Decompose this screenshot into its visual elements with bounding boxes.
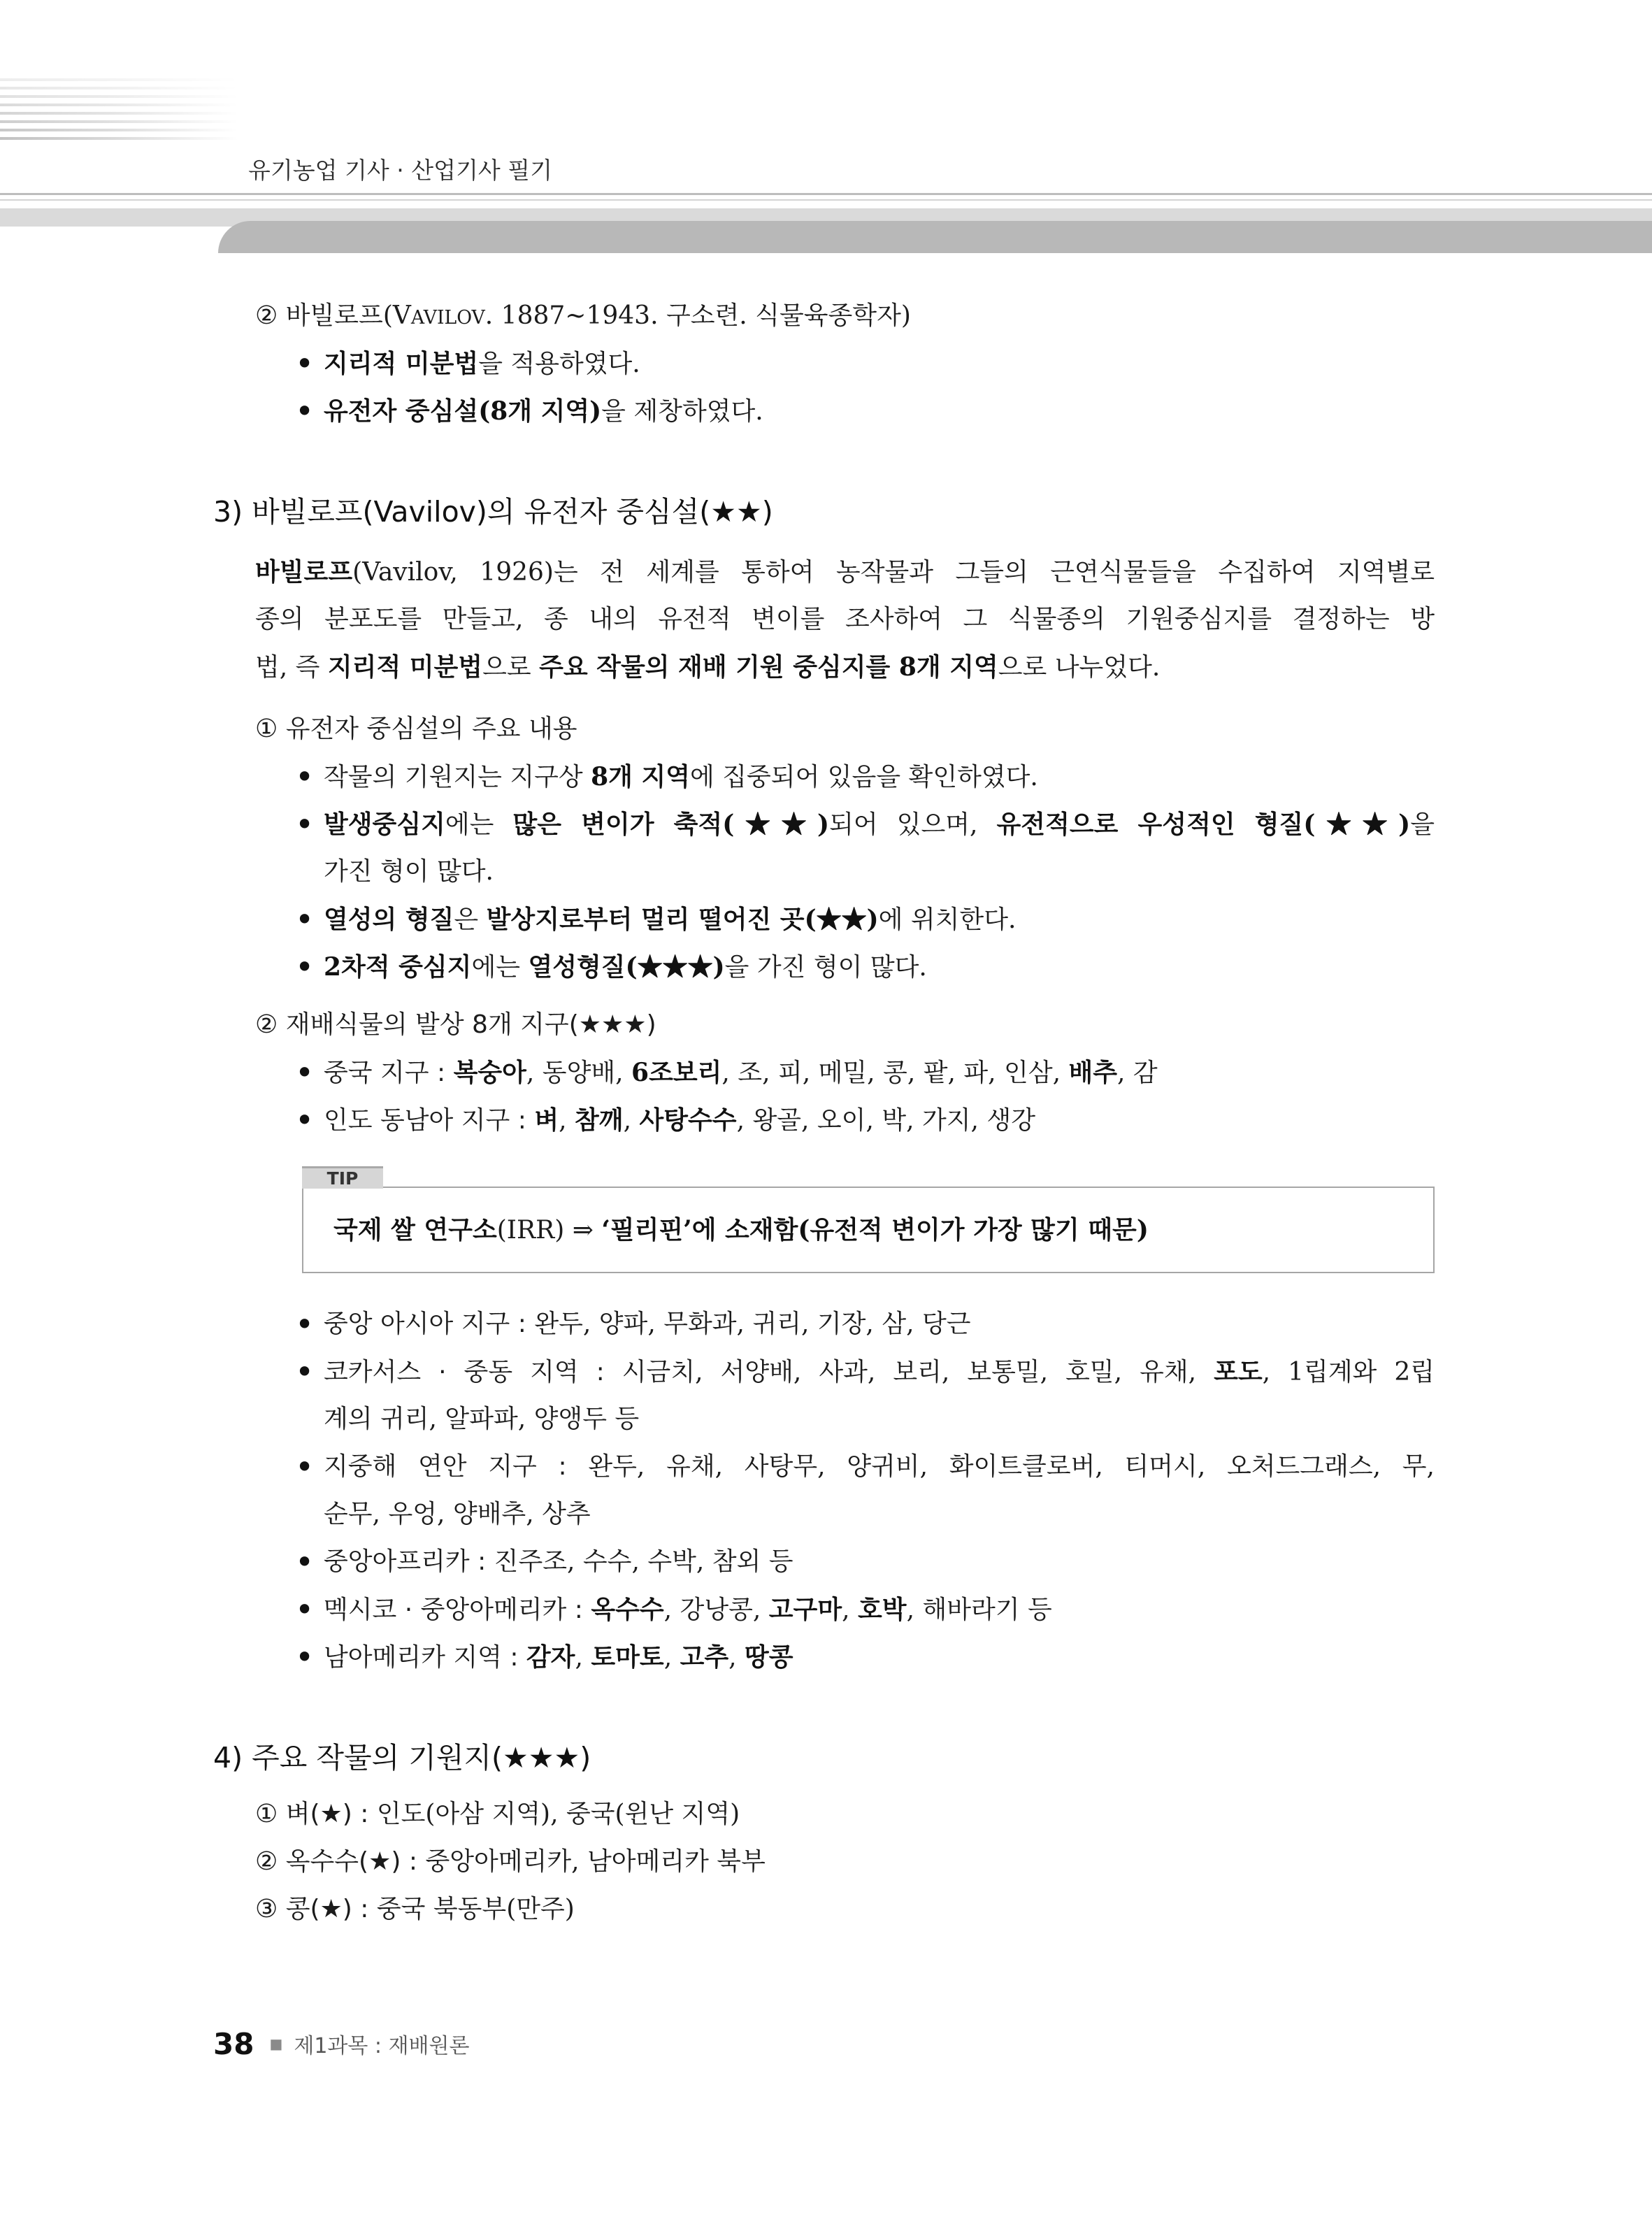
text-line <box>324 753 1435 801</box>
text-run: 법, 즉 <box>255 653 328 682</box>
header-rule-secondary <box>0 199 1652 201</box>
emphasis-text: 지리적 미분법 <box>324 349 479 378</box>
emphasis-text: 열성형질(★★★) <box>528 952 725 982</box>
text-run: 작물의 기원지는 지구상 <box>324 763 591 791</box>
text-run: 에 집중되어 있음을 확인하였다. <box>690 763 1038 791</box>
bullet-item <box>0 801 1652 896</box>
emphasis-text: 감자 <box>526 1642 575 1672</box>
text-run: 중앙아메리카, 남아메리카 북부 <box>425 1847 766 1876</box>
text-run: 순무, 우엉, 양배추, 상추 <box>324 1500 591 1528</box>
bullet-item <box>0 1096 1652 1144</box>
bullet-marker: • <box>295 901 315 938</box>
text-run: , 해바라기 등 <box>906 1596 1052 1624</box>
text-line <box>255 596 1435 643</box>
emphasis-text: 사탕수수 <box>639 1105 737 1135</box>
text-run: 4) 주요 작물의 기원지(★★★) <box>213 1741 591 1775</box>
emphasis-text: 주요 작물의 재배 기원 중심지를 8개 지역 <box>539 652 998 682</box>
text-run: 을 적용하였다. <box>478 350 640 378</box>
text-line <box>324 387 1435 435</box>
text-run: 을 가진 형이 많다. <box>724 953 927 982</box>
emphasis-text: 참깨 <box>575 1105 624 1135</box>
tip-box <box>302 1166 1435 1273</box>
text-run: 을 <box>1410 810 1435 839</box>
bullet-item <box>0 340 1652 387</box>
bullet-marker: • <box>295 948 315 986</box>
numbered-item <box>0 1886 1652 1933</box>
paragraph <box>0 548 1652 691</box>
text-run: 을 제창하였다. <box>601 397 763 426</box>
label-text: 중앙아프리카 : <box>324 1547 494 1576</box>
label-text: 코카서스 · 중동 지역 : <box>324 1358 622 1386</box>
emphasis-text: 바빌로프 <box>255 557 353 587</box>
bullet-marker: • <box>295 805 315 843</box>
text-run: , 왕골, 오이, 박, 가지, 생강 <box>736 1106 1035 1135</box>
label-text: 중앙 아시아 지구 : <box>324 1310 535 1338</box>
text-run: , 감 <box>1117 1059 1158 1087</box>
bullet-marker: • <box>295 758 315 796</box>
emphasis-text: 2차적 중심지 <box>324 952 472 982</box>
label-text: ① 벼(★) : <box>255 1800 377 1828</box>
emphasis-text: 포도 <box>1214 1357 1263 1386</box>
emphasis-text: 고추 <box>680 1642 729 1672</box>
bullet-marker: • <box>295 345 315 382</box>
bullet-marker: • <box>295 1054 315 1091</box>
page-content <box>0 292 1652 1933</box>
text-line <box>324 340 1435 387</box>
text-run: 시금치, 서양배, 사과, 보리, 보통밀, 호밀, 유채, <box>622 1358 1214 1386</box>
text-line <box>255 292 1435 340</box>
text-line <box>255 1886 1435 1933</box>
text-line <box>324 896 1435 943</box>
label-text: ③ 콩(★) : <box>255 1895 377 1923</box>
text-run: 계의 귀리, 알파파, 양앵두 등 <box>324 1405 640 1433</box>
running-header-title: 유기농업 기사 · 산업기사 필기 <box>248 157 552 184</box>
text-run: 종의 분포도를 만들고, 종 내의 유전적 변이를 조사하여 그 식물종의 기원중심지를 결정하는 방 <box>255 605 1435 633</box>
bullet-item <box>0 1348 1652 1443</box>
bullet-marker: • <box>295 1101 315 1139</box>
text-line <box>255 548 1435 596</box>
emphasis-text: 8개 지역 <box>591 762 691 791</box>
emphasis-text: 유전적으로 우성적인 형질(★★) <box>996 810 1411 839</box>
text-run: . 1887~1943. 구소련. 식물육종학자) <box>484 301 911 330</box>
emphasis-text: 고구마 <box>768 1595 842 1624</box>
emphasis-text: 옥수수 <box>591 1595 664 1624</box>
bullet-marker: • <box>295 1591 315 1628</box>
text-run: V <box>392 301 411 330</box>
text-line <box>324 1049 1435 1096</box>
numbered-item <box>0 1791 1652 1838</box>
text-line <box>324 1348 1435 1396</box>
text-run: , 1립계와 2립 <box>1262 1358 1435 1386</box>
bullet-item <box>0 1049 1652 1096</box>
emphasis-text: 호박 <box>858 1595 907 1624</box>
bullet-marker: • <box>295 1305 315 1343</box>
emphasis-text: 국제 쌀 연구소 <box>333 1215 497 1245</box>
text-run: 은 <box>454 905 487 934</box>
text-line <box>324 1300 1435 1348</box>
footer-square-marker: ■ <box>269 2035 283 2052</box>
emphasis-text: 땅콩 <box>745 1642 793 1672</box>
text-run: , 강낭콩, <box>663 1596 769 1624</box>
text-line <box>324 1633 1435 1681</box>
text-run: (IRR) ⇒ <box>496 1216 602 1245</box>
bullet-marker: • <box>295 1353 315 1391</box>
text-run: 3) 바빌로프(Vavilov)의 유전자 중심설(★★) <box>213 495 773 529</box>
bullet-marker: • <box>295 1638 315 1676</box>
text-run: 인도(아삼 지역), 중국(윈난 지역) <box>376 1800 740 1828</box>
bullet-item <box>0 1538 1652 1586</box>
text-run: , <box>559 1106 575 1135</box>
header-stripe-decoration <box>0 78 238 145</box>
bullet-marker: • <box>295 1448 315 1486</box>
numbered-item <box>0 292 1652 340</box>
label-text: 중국 지구 : <box>324 1059 454 1087</box>
emphasis-text: 배추 <box>1068 1058 1118 1087</box>
text-run: 되어 있으며, <box>829 810 997 839</box>
footer-section-title: 제1과목 : 재배원론 <box>294 2034 470 2058</box>
text-line <box>324 1586 1435 1633</box>
emphasis-text: 유전자 중심설(8개 지역) <box>324 396 602 426</box>
emphasis-text: ‘필리핀’에 소재함(유전적 변이가 가장 많기 때문) <box>601 1215 1149 1245</box>
label-text: 지중해 연안 지구 : <box>324 1452 589 1481</box>
text-line <box>255 1791 1435 1838</box>
text-run: AVILOV <box>410 307 485 329</box>
tip-text <box>302 1187 1435 1273</box>
label-text: ② 옥수수(★) : <box>255 1847 426 1876</box>
bullet-item <box>0 1633 1652 1681</box>
page-footer <box>213 2026 470 2061</box>
text-run: , <box>842 1596 858 1624</box>
text-run: , <box>623 1106 640 1135</box>
emphasis-text: 토마토 <box>591 1642 664 1672</box>
page-number: 38 <box>213 2026 254 2061</box>
bullet-marker: • <box>295 392 315 430</box>
text-line <box>324 1096 1435 1144</box>
label-text: ① 유전자 중심설의 주요 내용 <box>255 715 577 743</box>
tip-label: TIP <box>302 1166 383 1189</box>
emphasis-text: 6조보리 <box>631 1058 722 1087</box>
text-run: 중국 북동부(만주) <box>376 1895 575 1923</box>
label-text: 남아메리카 지역 : <box>324 1643 526 1672</box>
header-band-dark <box>218 221 1652 253</box>
bullet-marker: • <box>295 1543 315 1581</box>
text-run: (Vavilov, 1926)는 전 세계를 통하여 농작물과 그들의 근연식물들을 수집하여 지역별로 <box>352 558 1435 587</box>
text-run: , 조, 피, 메밀, 콩, 팥, 파, 인삼, <box>721 1059 1069 1087</box>
bullet-item <box>0 896 1652 943</box>
text-line <box>255 1001 1435 1049</box>
bullet-item <box>0 753 1652 801</box>
emphasis-text: 복숭아 <box>453 1058 526 1087</box>
emphasis-text: 많은 변이가 축적(★★) <box>512 810 830 839</box>
label-text: ② 바빌로프 <box>255 301 383 330</box>
text-run: , <box>575 1643 591 1672</box>
emphasis-text: 발상지로부터 멀리 떨어진 곳(★★) <box>486 905 879 934</box>
section-heading <box>0 488 1652 536</box>
emphasis-text: 지리적 미분법 <box>327 652 483 682</box>
text-run: , <box>728 1643 745 1672</box>
text-run: , 동양배, <box>526 1059 632 1087</box>
label-text: ② 재배식물의 발상 8개 지구(★★★) <box>255 1010 656 1039</box>
text-line <box>255 643 1435 691</box>
text-line <box>213 1734 1435 1782</box>
text-line <box>324 848 1435 896</box>
numbered-item <box>0 705 1652 753</box>
text-line <box>324 943 1435 991</box>
text-run: 완두, 유채, 사탕무, 양귀비, 화이트클로버, 티머시, 오처드그래스, 무, <box>588 1452 1435 1481</box>
emphasis-text: 발생중심지 <box>324 810 445 839</box>
numbered-item <box>0 1838 1652 1886</box>
text-line <box>213 488 1435 536</box>
text-run: 으로 <box>482 653 540 682</box>
text-line <box>255 1838 1435 1886</box>
text-line <box>324 1491 1435 1538</box>
emphasis-text: 벼 <box>534 1105 559 1135</box>
numbered-item <box>0 1001 1652 1049</box>
text-run: , <box>663 1643 680 1672</box>
text-run: 에는 <box>445 810 513 839</box>
section-heading <box>0 1734 1652 1782</box>
bullet-item <box>0 387 1652 435</box>
text-run: 에는 <box>471 953 529 982</box>
text-run: 가진 형이 많다. <box>324 857 494 886</box>
text-run: 으로 나누었다. <box>998 653 1161 682</box>
bullet-item <box>0 1586 1652 1633</box>
text-line <box>324 1538 1435 1586</box>
text-run: 진주조, 수수, 수박, 참외 등 <box>494 1547 793 1576</box>
bullet-item <box>0 1300 1652 1348</box>
label-text: 인도 동남아 지구 : <box>324 1106 535 1135</box>
label-text: 멕시코 · 중앙아메리카 : <box>324 1596 591 1624</box>
bullet-item <box>0 943 1652 991</box>
header-rule <box>0 193 1652 195</box>
text-run: ( <box>382 301 393 330</box>
text-run: 완두, 양파, 무화과, 귀리, 기장, 삼, 당근 <box>534 1310 971 1338</box>
text-run: 에 위치한다. <box>878 905 1017 934</box>
text-line <box>324 1443 1435 1491</box>
text-line <box>324 801 1435 848</box>
emphasis-text: 열성의 형질 <box>324 905 454 934</box>
text-line <box>324 1396 1435 1443</box>
text-line <box>255 705 1435 753</box>
bullet-item <box>0 1443 1652 1538</box>
